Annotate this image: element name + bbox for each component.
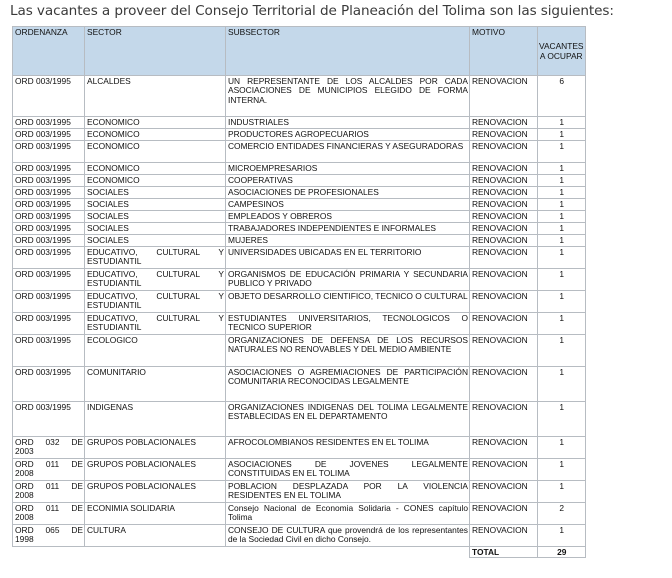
cell-subsector: POBLACION DESPLAZADA POR LA VIOLENCIA RESIDENTES EN EL TOLIMA (226, 481, 470, 503)
cell-vacantes: 1 (538, 481, 586, 503)
cell-subsector: ASOCIACIONES O AGREMIACIONES DE PARTICIPACIÓN COMUNITARIA RECONOCIDAS LEGALMENTE (226, 367, 470, 402)
cell-subsector: EMPLEADOS Y OBREROS (226, 211, 470, 223)
cell-ordenanza: ORD 003/1995 (13, 141, 85, 163)
cell-motivo: RENOVACION (470, 459, 538, 481)
cell-subsector: COOPERATIVAS (226, 175, 470, 187)
cell-motivo: RENOVACION (470, 163, 538, 175)
table-row (13, 223, 586, 235)
cell-vacantes: 1 (538, 141, 586, 163)
table-header-row (13, 27, 586, 76)
cell-sector: ALCALDES (85, 76, 226, 117)
cell-motivo: RENOVACION (470, 313, 538, 335)
cell-subsector: UN REPRESENTANTE DE LOS ALCALDES POR CADA ASOCIACIONES DE MUNICIPIOS ELEGIDO DE FORMA INTERNA. (226, 76, 470, 117)
cell-ordenanza: ORD 011 DE 2008 (13, 481, 85, 503)
cell-subsector: INDUSTRIALES (226, 117, 470, 129)
cell-ordenanza: ORD 003/1995 (13, 175, 85, 187)
table-row (13, 117, 586, 129)
table-row (13, 187, 586, 199)
cell-vacantes: 1 (538, 313, 586, 335)
cell-vacantes: 1 (538, 175, 586, 187)
cell-sector: SOCIALES (85, 211, 226, 223)
cell-motivo: RENOVACION (470, 269, 538, 291)
cell-vacantes: 1 (538, 291, 586, 313)
cell-sector: SOCIALES (85, 187, 226, 199)
cell-subsector: ASOCIACIONES DE JOVENES LEGALMENTE CONSTITUIDAS EN EL TOLIMA (226, 459, 470, 481)
cell-vacantes: 1 (538, 199, 586, 211)
cell-subsector: Consejo Nacional de Economia Solidaria - CONES capítulo Tolima (226, 503, 470, 525)
cell-ordenanza: ORD 003/1995 (13, 211, 85, 223)
cell-ordenanza: ORD 011 DE 2008 (13, 503, 85, 525)
cell-subsector: CONSEJO DE CULTURA que provendrá de los representantes de la Sociedad Civil en dicho Consejo. (226, 525, 470, 547)
cell-subsector: ORGANISMOS DE EDUCACIÓN PRIMARIA Y SECUNDARIA PUBLICO Y PRIVADO (226, 269, 470, 291)
cell-ordenanza: ORD 003/1995 (13, 291, 85, 313)
cell-motivo: RENOVACION (470, 335, 538, 367)
cell-ordenanza: ORD 011 DE 2008 (13, 459, 85, 481)
cell-vacantes: 1 (538, 437, 586, 459)
cell-ordenanza: ORD 003/1995 (13, 335, 85, 367)
cell-motivo: RENOVACION (470, 291, 538, 313)
cell-ordenanza: ORD 003/1995 (13, 199, 85, 211)
cell-sector: SOCIALES (85, 223, 226, 235)
cell-sector: ECONOMICO (85, 117, 226, 129)
table-row (13, 129, 586, 141)
header-sector: SECTOR (85, 27, 226, 76)
cell-ordenanza: ORD 003/1995 (13, 163, 85, 175)
cell-subsector: COMERCIO ENTIDADES FINANCIERAS Y ASEGURADORAS (226, 141, 470, 163)
cell-vacantes: 1 (538, 211, 586, 223)
cell-sector: ECOLOGICO (85, 335, 226, 367)
table-row (13, 402, 586, 437)
cell-vacantes: 1 (538, 525, 586, 547)
cell-sector: SOCIALES (85, 199, 226, 211)
table-row (13, 481, 586, 503)
cell-vacantes: 2 (538, 503, 586, 525)
table-row (13, 247, 586, 269)
cell-ordenanza: ORD 003/1995 (13, 235, 85, 247)
cell-motivo: RENOVACION (470, 481, 538, 503)
cell-vacantes: 1 (538, 367, 586, 402)
table-row (13, 335, 586, 367)
cell-subsector: AFROCOLOMBIANOS RESIDENTES EN EL TOLIMA (226, 437, 470, 459)
cell-subsector: ESTUDIANTES UNIVERSITARIOS, TECNOLOGICOS O TECNICO SUPERIOR (226, 313, 470, 335)
cell-ordenanza: ORD 003/1995 (13, 76, 85, 117)
cell-sector: SOCIALES (85, 235, 226, 247)
cell-vacantes: 1 (538, 187, 586, 199)
cell-sector: EDUCATIVO, CULTURAL Y ESTUDIANTIL (85, 291, 226, 313)
cell-ordenanza: ORD 003/1995 (13, 367, 85, 402)
table-row (13, 437, 586, 459)
cell-sector: CULTURA (85, 525, 226, 547)
cell-ordenanza: ORD 032 DE 2003 (13, 437, 85, 459)
cell-subsector: ASOCIACIONES DE PROFESIONALES (226, 187, 470, 199)
cell-vacantes: 1 (538, 335, 586, 367)
cell-subsector: TRABAJADORES INDEPENDIENTES E INFORMALES (226, 223, 470, 235)
cell-motivo: RENOVACION (470, 235, 538, 247)
cell-vacantes: 1 (538, 117, 586, 129)
cell-motivo: RENOVACION (470, 199, 538, 211)
cell-motivo: RENOVACION (470, 117, 538, 129)
table-row (13, 211, 586, 223)
cell-ordenanza: ORD 003/1995 (13, 223, 85, 235)
cell-vacantes: 1 (538, 459, 586, 481)
cell-subsector: CAMPESINOS (226, 199, 470, 211)
cell-vacantes: 1 (538, 247, 586, 269)
cell-vacantes: 1 (538, 223, 586, 235)
cell-ordenanza: ORD 065 DE 1998 (13, 525, 85, 547)
cell-ordenanza: ORD 003/1995 (13, 313, 85, 335)
cell-ordenanza: ORD 003/1995 (13, 117, 85, 129)
header-subsector: SUBSECTOR (226, 27, 470, 76)
header-vacantes: VACANTES A OCUPAR (538, 27, 586, 76)
cell-sector: ECONOMICO (85, 141, 226, 163)
cell-subsector: MICROEMPRESARIOS (226, 163, 470, 175)
cell-sector: EDUCATIVO, CULTURAL Y ESTUDIANTIL (85, 269, 226, 291)
cell-motivo: RENOVACION (470, 223, 538, 235)
cell-motivo: RENOVACION (470, 129, 538, 141)
cell-vacantes: 6 (538, 76, 586, 117)
cell-ordenanza: ORD 003/1995 (13, 187, 85, 199)
intro-text: Las vacantes a proveer del Consejo Territorial de Planeación del Tolima son las siguientes: (10, 3, 614, 19)
table-row (13, 313, 586, 335)
total-label: TOTAL (470, 547, 538, 558)
cell-motivo: RENOVACION (470, 187, 538, 199)
cell-ordenanza: ORD 003/1995 (13, 402, 85, 437)
cell-motivo: RENOVACION (470, 525, 538, 547)
cell-subsector: PRODUCTORES AGROPECUARIOS (226, 129, 470, 141)
cell-vacantes: 1 (538, 129, 586, 141)
table-row (13, 175, 586, 187)
cell-subsector: MUJERES (226, 235, 470, 247)
table-row (13, 141, 586, 163)
cell-ordenanza: ORD 003/1995 (13, 269, 85, 291)
cell-subsector: ORGANIZACIONES DE DEFENSA DE LOS RECURSOS NATURALES NO RENOVABLES Y DEL MEDIO AMBIENTE (226, 335, 470, 367)
table-row (13, 163, 586, 175)
cell-vacantes: 1 (538, 402, 586, 437)
cell-motivo: RENOVACION (470, 402, 538, 437)
table-row (13, 525, 586, 547)
table-row (13, 199, 586, 211)
cell-motivo: RENOVACION (470, 141, 538, 163)
total-value: 29 (538, 547, 586, 558)
table-row (13, 367, 586, 402)
header-motivo: MOTIVO (470, 27, 538, 76)
cell-motivo: RENOVACION (470, 367, 538, 402)
total-row (13, 547, 586, 558)
cell-ordenanza: ORD 003/1995 (13, 247, 85, 269)
cell-motivo: RENOVACION (470, 247, 538, 269)
cell-sector: ECONOMICO (85, 163, 226, 175)
cell-motivo: RENOVACION (470, 437, 538, 459)
table-row (13, 76, 586, 117)
cell-subsector: ORGANIZACIONES INDIGENAS DEL TOLIMA LEGALMENTE ESTABLECIDAS EN EL DEPARTAMENTO (226, 402, 470, 437)
cell-sector: INDIGENAS (85, 402, 226, 437)
cell-sector: ECONIMIA SOLIDARIA (85, 503, 226, 525)
vacancies-table (12, 26, 586, 558)
cell-sector: GRUPOS POBLACIONALES (85, 437, 226, 459)
cell-sector: GRUPOS POBLACIONALES (85, 481, 226, 503)
header-ordenanza: ORDENANZA (13, 27, 85, 76)
cell-sector: ECONOMICO (85, 175, 226, 187)
cell-motivo: RENOVACION (470, 503, 538, 525)
cell-sector: EDUCATIVO, CULTURAL Y ESTUDIANTIL (85, 247, 226, 269)
cell-sector: GRUPOS POBLACIONALES (85, 459, 226, 481)
cell-vacantes: 1 (538, 269, 586, 291)
cell-sector: COMUNITARIO (85, 367, 226, 402)
cell-subsector: UNIVERSIDADES UBICADAS EN EL TERRITORIO (226, 247, 470, 269)
cell-motivo: RENOVACION (470, 211, 538, 223)
cell-vacantes: 1 (538, 163, 586, 175)
table-row (13, 459, 586, 481)
table-row (13, 291, 586, 313)
cell-motivo: RENOVACION (470, 76, 538, 117)
table-row (13, 503, 586, 525)
cell-motivo: RENOVACION (470, 175, 538, 187)
cell-subsector: OBJETO DESARROLLO CIENTIFICO, TECNICO O CULTURAL (226, 291, 470, 313)
cell-sector: EDUCATIVO, CULTURAL Y ESTUDIANTIL (85, 313, 226, 335)
table-row (13, 269, 586, 291)
cell-sector: ECONOMICO (85, 129, 226, 141)
cell-ordenanza: ORD 003/1995 (13, 129, 85, 141)
cell-vacantes: 1 (538, 235, 586, 247)
table-row (13, 235, 586, 247)
